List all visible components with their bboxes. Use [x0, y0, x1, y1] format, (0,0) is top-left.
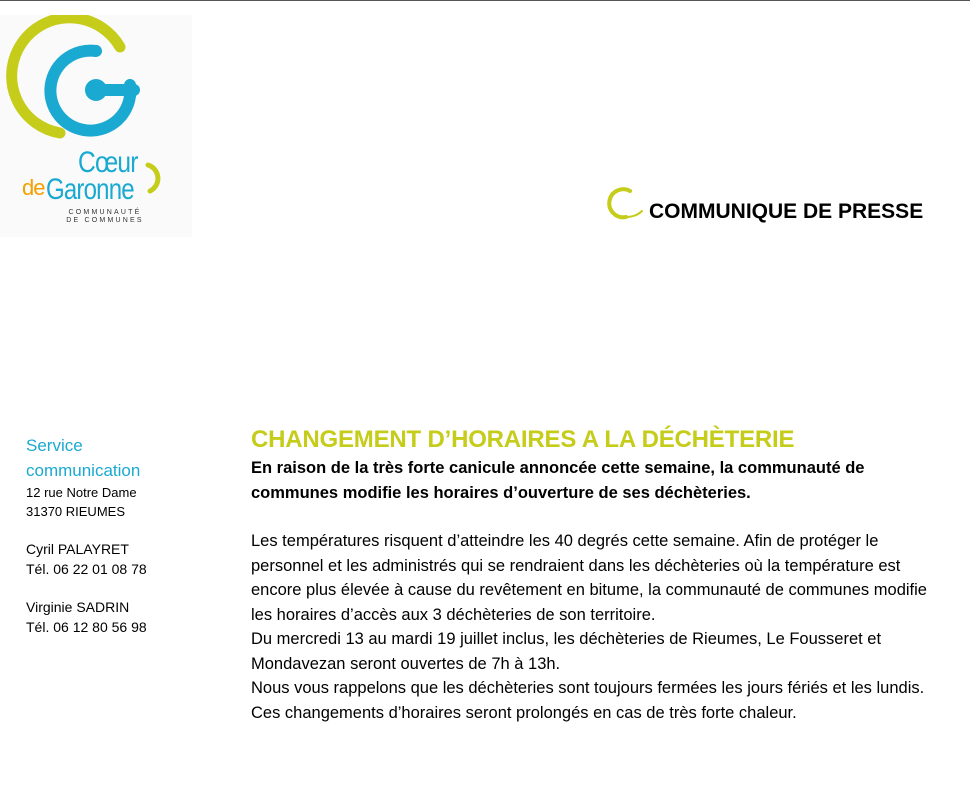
- article-paragraph: Nous vous rappelons que les déchèteries sont toujours fermées les jours fériés et les lundis.: [251, 679, 925, 697]
- logo-subtitle: [60, 209, 150, 225]
- contact2-phone: Tél. 06 12 80 56 98: [26, 619, 147, 635]
- contact1-phone: Tél. 06 22 01 08 78: [26, 561, 147, 577]
- sidebar-contact: [26, 433, 226, 637]
- logo-subtitle-line1: COMMUNAUTÉ: [68, 209, 142, 216]
- logo-subtitle-line2: DE COMMUNES: [66, 217, 144, 224]
- contact1-name: Cyril PALAYRET: [26, 541, 129, 557]
- service-label-line1: Service: [26, 436, 83, 455]
- press-release-title: COMMUNIQUE DE PRESSE: [649, 200, 924, 223]
- address-line2: 31370 RIEUMES: [26, 504, 125, 519]
- spacer: [26, 521, 226, 539]
- press-swirl-icon: [606, 183, 648, 223]
- article-body: [251, 529, 931, 725]
- article: [251, 424, 951, 725]
- article-headline: CHANGEMENT D’HORAIRES A LA DÉCHÈTERIE: [251, 426, 795, 453]
- logo-text-coeur: Cœur: [78, 146, 138, 179]
- contact2-name: Virginie SADRIN: [26, 599, 130, 615]
- logo-text-de: de: [22, 175, 45, 200]
- article-paragraph: Ces changements d’horaires seront prolongés en cas de très forte chaleur.: [251, 703, 797, 722]
- article-paragraph: Les températures risquent d’atteindre les 40 degrés cette semaine. Afin de protéger le personnel et les administrés qui se rendraient dans les déchèteries où la température est encore plus élevée à cause du revêtement en bitume, la communauté de communes modifie les horaires d’accès aux 3 déchèteries de son territoire.: [251, 532, 927, 624]
- coeur-de-garonne-logo: [0, 15, 192, 237]
- logo-text-garonne: Garonne: [46, 173, 134, 206]
- article-lead: En raison de la très forte canicule annoncée cette semaine, la communauté de communes modifie les horaires d’ouverture de ses déchèteries.: [251, 459, 865, 502]
- article-paragraph: Du mercredi 13 au mardi 19 juillet inclus, les déchèteries de Rieumes, Le Fousseret et Mondavezan seront ouvertes de 7h à 13h.: [251, 630, 882, 673]
- spacer: [26, 579, 226, 597]
- address-line1: 12 rue Notre Dame: [26, 485, 137, 500]
- top-border: [0, 0, 970, 1]
- service-label-line2: communication: [26, 461, 141, 480]
